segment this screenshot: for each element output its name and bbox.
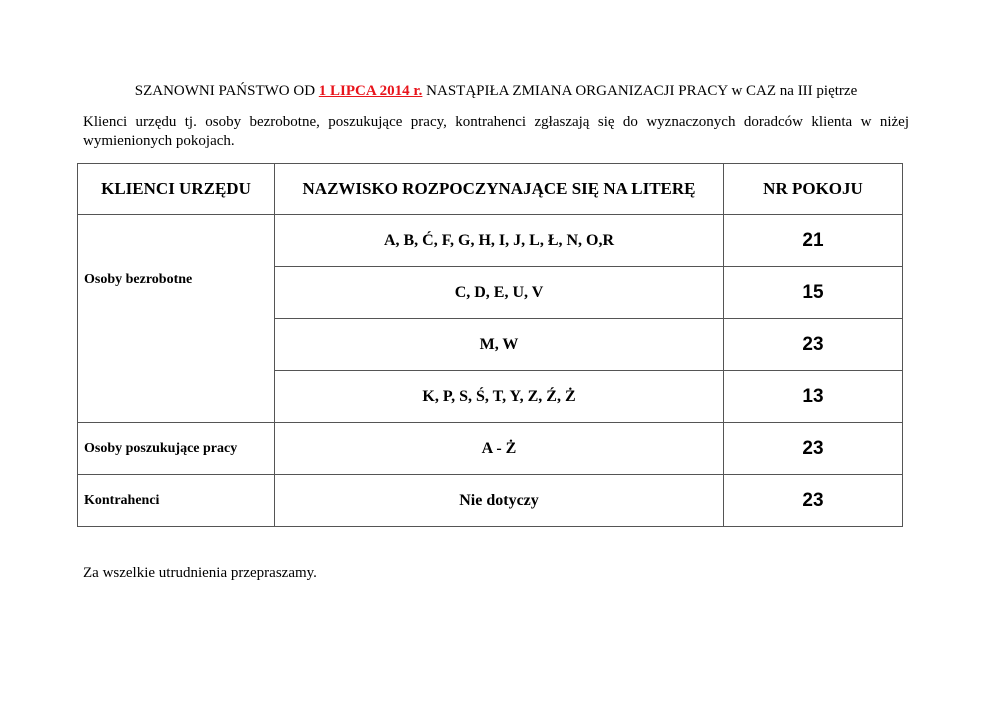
header-clients: KLIENCI URZĘDU <box>78 164 275 215</box>
category-label: Osoby bezrobotne <box>84 272 193 287</box>
letters-cell: Nie dotyczy <box>275 475 724 527</box>
category-contractors: Kontrahenci <box>78 475 275 527</box>
table-row <box>78 475 903 527</box>
room-cell: 23 <box>724 423 903 475</box>
apology-note: Za wszelkie utrudnienia przepraszamy. <box>83 565 317 581</box>
notice-suffix: NASTĄPIŁA ZMIANA ORGANIZACJI PRACY w CAZ na III piętrze <box>422 83 858 99</box>
room-cell: 23 <box>724 319 903 371</box>
category-job-seekers: Osoby poszukujące pracy <box>78 423 275 475</box>
room-cell: 13 <box>724 371 903 423</box>
letters-cell: C, D, E, U, V <box>275 267 724 319</box>
notice-date: 1 LIPCA 2014 r. <box>318 83 423 99</box>
notice-heading <box>0 82 992 100</box>
letters-cell: A - Ż <box>275 423 724 475</box>
category-unemployed <box>78 215 275 423</box>
room-cell: 23 <box>724 475 903 527</box>
table-row <box>78 215 903 267</box>
notice-prefix: SZANOWNI PAŃSTWO OD <box>134 83 319 99</box>
header-surname-letter: NAZWISKO ROZPOCZYNAJĄCE SIĘ NA LITERĘ <box>275 164 724 215</box>
room-cell: 15 <box>724 267 903 319</box>
header-room-number: NR POKOJU <box>724 164 903 215</box>
letters-cell: K, P, S, Ś, T, Y, Z, Ź, Ż <box>275 371 724 423</box>
letters-cell: A, B, Ć, F, G, H, I, J, L, Ł, N, O,R <box>275 215 724 267</box>
table-row <box>78 423 903 475</box>
intro-paragraph: Klienci urzędu tj. osoby bezrobotne, poszukujące pracy, kontrahenci zgłaszają się do wyznaczonych doradców klienta w niżej wymienionych pokojach. <box>83 114 909 149</box>
room-assignment-table <box>77 163 903 527</box>
letters-cell: M, W <box>275 319 724 371</box>
table-header-row <box>78 164 903 215</box>
room-cell: 21 <box>724 215 903 267</box>
